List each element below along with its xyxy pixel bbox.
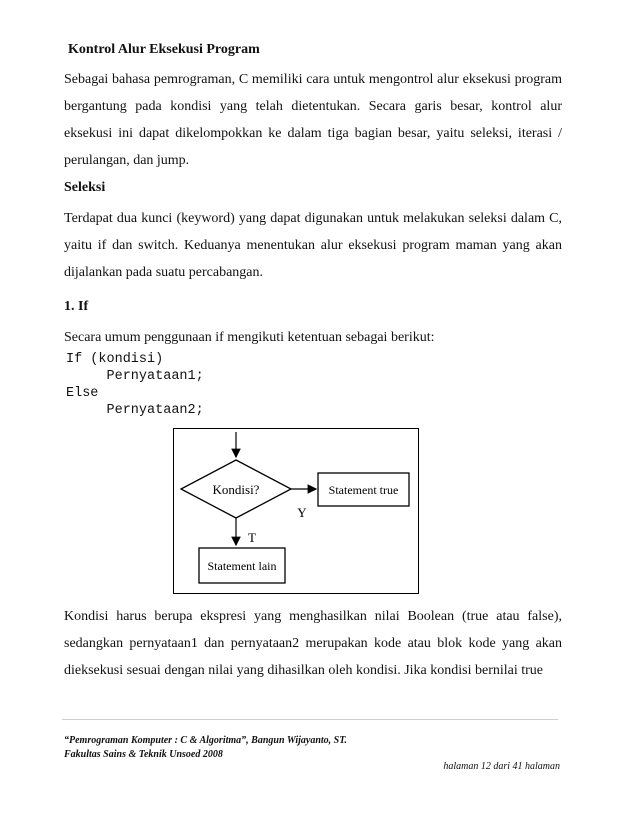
page-number: halaman 12 dari 41 halaman xyxy=(443,761,560,772)
flowchart-svg xyxy=(174,429,420,595)
if-intro-paragraph: Secara umum penggunaan if mengikuti ketentuan sebagai berikut: xyxy=(64,330,435,345)
section-title: Kontrol Alur Eksekusi Program xyxy=(68,42,260,57)
footer-divider xyxy=(62,719,558,720)
false-box-label: Statement lain xyxy=(207,559,277,573)
if-heading: 1. If xyxy=(64,299,89,314)
true-box-label: Statement true xyxy=(328,483,399,497)
seleksi-paragraph: Terdapat dua kunci (keyword) yang dapat digunakan untuk melakukan seleksi dalam C, yaitu if dan switch. Keduanya menentukan alur eksekusi program maman yang akan dijalankan pada suatu percabangan. xyxy=(64,211,562,280)
footer-line-1: “Pemrograman Komputer : C & Algoritma”, Bangun Wijayanto, ST. xyxy=(64,735,347,746)
footer-line-2: Fakultas Sains & Teknik Unsoed 2008 xyxy=(64,749,223,760)
yes-label: Y xyxy=(297,505,307,520)
footer-credits xyxy=(64,734,347,762)
flowchart-figure xyxy=(173,428,419,594)
seleksi-heading: Seleksi xyxy=(64,180,106,195)
kondisi-paragraph: Kondisi harus berupa ekspresi yang menghasilkan nilai Boolean (true atau false), sedangkan pernyataan1 dan pernyataan2 merupakan kode atau blok kode yang akan dieksekusi sesuai dengan nilai yang dihasilkan oleh kondisi. Jika kondisi bernilai true xyxy=(64,609,562,678)
intro-paragraph: Sebagai bahasa pemrograman, C memiliki cara untuk mengontrol alur eksekusi program bergantung pada kondisi yang telah dietentukan. Secara garis besar, kontrol alur eksekusi ini dapat dikelompokkan ke dalam tiga bagian besar, yaitu seleksi, iterasi / perulangan, dan jump. xyxy=(64,72,562,168)
no-label: T xyxy=(248,530,256,545)
if-code-block: If (kondisi) Pernyataan1; Else Pernyataan2; xyxy=(66,352,204,418)
decision-label: Kondisi? xyxy=(212,482,260,497)
